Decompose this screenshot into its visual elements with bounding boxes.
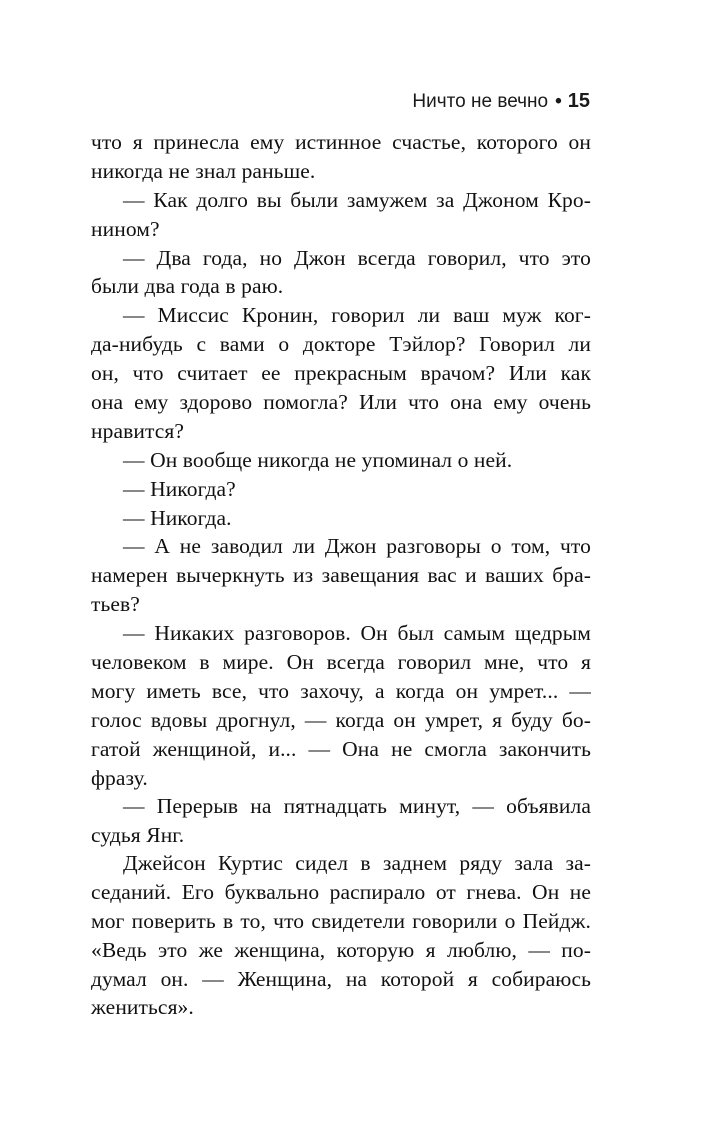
text-line: жениться». bbox=[91, 995, 194, 1020]
text-line: нином? bbox=[91, 216, 160, 241]
page-number: 15 bbox=[567, 90, 590, 112]
text-line: гатой женщиной, и... — Она не смогла закончить bbox=[91, 736, 591, 761]
text-line: — Никогда. bbox=[123, 505, 232, 530]
text-line: — Перерыв на пятнадцать минут, — объявила bbox=[123, 794, 591, 819]
book-title: Ничто не вечно bbox=[412, 91, 549, 112]
text-line: Джейсон Куртис сидел в заднем ряду зала за- bbox=[123, 851, 591, 875]
text-line: — Два года, но Джон всегда говорил, что это bbox=[123, 245, 591, 270]
text-line: никогда не знал раньше. bbox=[91, 158, 316, 183]
text-line: — Миссис Кронин, говорил ли ваш муж ког- bbox=[123, 303, 591, 328]
text-line: — Он вообще никогда не упоминал о ней. bbox=[123, 447, 513, 472]
text-line: были два года в раю. bbox=[91, 274, 284, 299]
text-line: человеком в мире. Он всегда говорил мне, что я bbox=[91, 650, 591, 675]
header-bullet: • bbox=[555, 91, 562, 112]
text-line: фразу. bbox=[91, 765, 148, 790]
text-line: седаний. Его буквально распирало от гнева. Он не bbox=[91, 879, 591, 904]
text-line: — Никогда? bbox=[123, 476, 236, 501]
text-line: — Как долго вы были замужем за Джоном Кро- bbox=[123, 187, 591, 212]
narrative-section bbox=[91, 849, 591, 1022]
text-line: — А не заводил ли Джон разговоры о том, что bbox=[123, 534, 591, 559]
text-line: думал он. — Женщина, на которой я собираюсь bbox=[91, 966, 591, 991]
text-line: она ему здорово помогла? Или что она ему очень bbox=[91, 390, 591, 415]
text-line: мог поверить в то, что свидетели говорили о Пейдж. bbox=[91, 908, 591, 933]
text-line: тьев? bbox=[91, 592, 140, 617]
dialogue-section bbox=[91, 128, 591, 850]
text-line: могу иметь все, что захочу, а когда он умрет... — bbox=[91, 678, 591, 703]
text-line: нравится? bbox=[91, 418, 184, 443]
text-line: — Никаких разговоров. Он был самым щедрым bbox=[123, 621, 591, 646]
text-line: да-нибудь с вами о докторе Тэйлор? Говорил ли bbox=[91, 332, 591, 357]
text-line: судья Янг. bbox=[91, 823, 185, 848]
text-line: что я принесла ему истинное счастье, которого он bbox=[91, 130, 591, 154]
text-line: «Ведь это же женщина, которую я люблю, — по- bbox=[91, 937, 591, 962]
running-header bbox=[412, 88, 590, 115]
text-line: голос вдовы дрогнул, — когда он умрет, я буду бо- bbox=[91, 707, 591, 732]
text-line: он, что считает ее прекрасным врачом? Или как bbox=[91, 361, 591, 386]
text-line: намерен вычеркнуть из завещания вас и ваших бра- bbox=[91, 563, 591, 588]
